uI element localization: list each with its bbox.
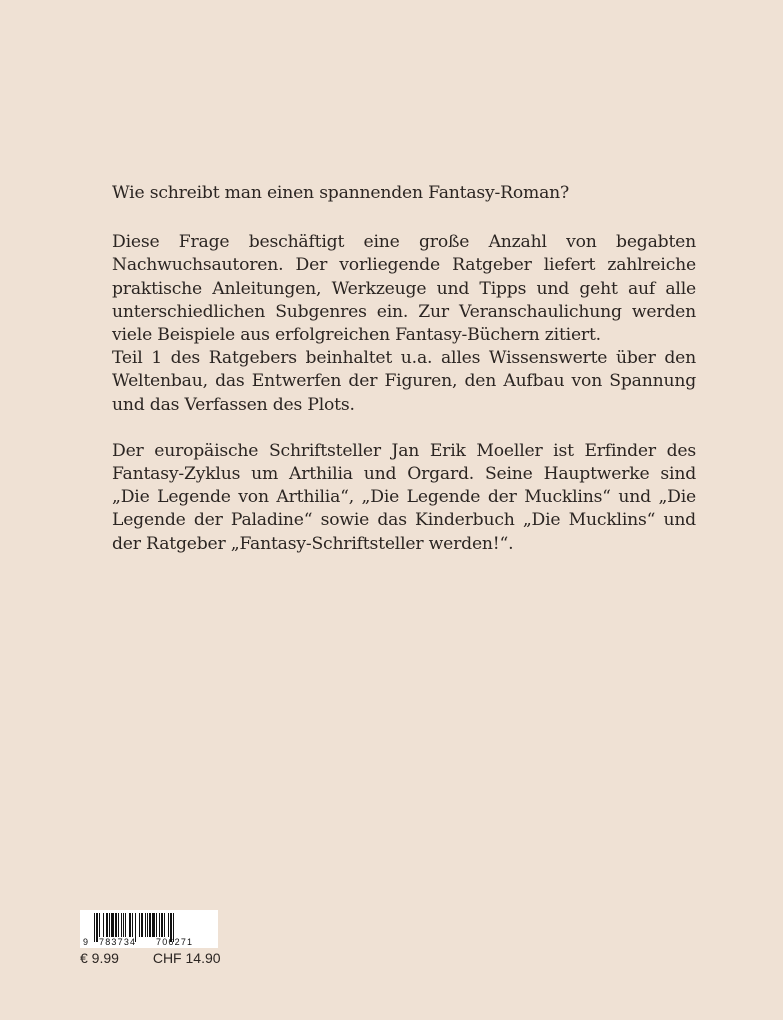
barcode-bar bbox=[132, 913, 133, 937]
isbn-barcode bbox=[80, 910, 218, 948]
paragraph-spacer bbox=[112, 417, 696, 440]
barcode-bar bbox=[164, 913, 165, 937]
barcode-bar bbox=[139, 913, 140, 937]
barcode-bar bbox=[94, 913, 95, 942]
barcode-bar bbox=[159, 913, 160, 937]
barcode-bar bbox=[147, 913, 148, 937]
price-chf: CHF 14.90 bbox=[152, 950, 221, 966]
barcode-digits-left: 783734 bbox=[99, 937, 137, 947]
barcode-bar bbox=[103, 913, 104, 937]
price-eur: € 9.99 bbox=[80, 950, 119, 966]
barcode-digit-leading: 9 bbox=[83, 937, 89, 947]
barcode-bar bbox=[161, 913, 163, 937]
blurb-paragraph-1: Diese Frage beschäftigt eine große Anzahl von begabten Nachwuchsautoren. Der vorliegende Ratgeber liefert zahlreiche praktische Anleitungen, Werkzeuge und Tipps und geht auf alle unterschiedlichen Subgenres ein. Zur Veranschaulichung werden viele Beispiele aus erfolgreichen Fantasy-Büchern zitiert. bbox=[112, 232, 696, 346]
barcode-bar bbox=[152, 913, 155, 937]
barcode-bar bbox=[99, 913, 100, 937]
barcode-bar bbox=[168, 913, 169, 937]
price-row bbox=[80, 950, 280, 966]
barcode-bar bbox=[125, 913, 126, 937]
barcode-bar bbox=[109, 913, 110, 937]
barcode-digits-right: 706271 bbox=[156, 937, 194, 947]
barcode-bar bbox=[156, 913, 157, 937]
barcode-bar bbox=[145, 913, 146, 937]
barcode-bar bbox=[115, 913, 117, 937]
author-bio: Der europäische Schriftsteller Jan Erik Moeller ist Erfinder des Fantasy-Zyklus um Arthilia und Orgard. Seine Hauptwerke sind „Die Legende von Arthilia“, „Die Legende der Mucklins“ und „Die Legende der Paladine“ sowie das Kinderbuch „Die Mucklins“ und der Ratgeber „Fantasy-Schriftsteller werden!“. bbox=[112, 440, 696, 554]
barcode-bar bbox=[111, 913, 114, 937]
barcode-bar bbox=[123, 913, 124, 937]
barcode-bar bbox=[118, 913, 119, 937]
blurb-question: Wie schreibt man einen spannenden Fantasy-Roman? bbox=[112, 183, 570, 203]
back-cover-text bbox=[112, 182, 696, 556]
barcode-bar bbox=[141, 913, 143, 937]
barcode-bar bbox=[129, 913, 131, 937]
barcode-bar bbox=[121, 913, 122, 937]
barcode-bar bbox=[106, 913, 108, 937]
blurb-paragraph-2: Teil 1 des Ratgebers beinhaltet u.a. alles Wissenswerte über den Weltenbau, das Entwerfen der Figuren, den Aufbau von Spannung und das Verfassen des Plots. bbox=[112, 348, 696, 415]
barcode-graphic bbox=[80, 910, 218, 948]
barcode-bar bbox=[96, 913, 98, 942]
barcode-bar bbox=[149, 913, 151, 937]
